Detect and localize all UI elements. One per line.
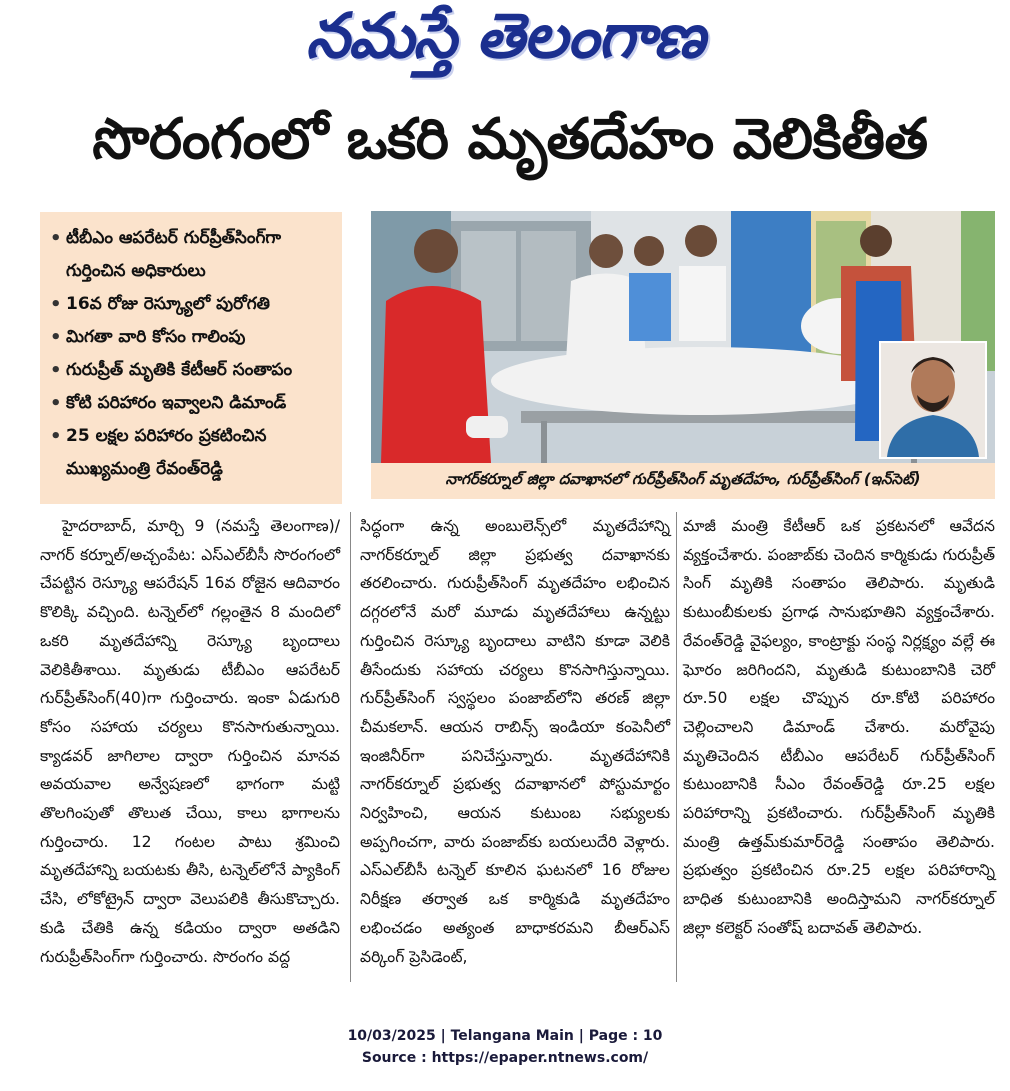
article-column-2 <box>360 512 670 982</box>
headline-text: సొరంగంలో ఒకరి మృతదేహం వెలికితీత <box>92 106 928 172</box>
article-paragraph: హైదరాబాద్, మార్చి 9 (నమస్తే తెలంగాణ)/నాగర్ కర్నూల్/అచ్చంపేట: ఎస్‌ఎల్‌బీసీ సొరంగంలో చేపట్టిన రెస్క్యూ ఆపరేషన్ 16వ రోజైన ఆదివారం కొలిక్కి వచ్చింది. టన్నెల్‌లో గల్లంతైన 8 మందిలో ఒకరి మృతదేహాన్ని రెస్క్యూ బృందాలు వెలికితీశాయి. మృతుడు టీబీఎం ఆపరేటర్ గుర్‌ప్రీత్‌సింగ్(40)గా గుర్తించారు. ఇంకా ఏడుగురి కోసం సహాయ చర్యలు కొనసాగుతున్నాయి. క్యాడవర్ జాగిలాల ద్వారా గుర్తించిన మానవ అవయవాల అన్వేషణలో భాగంగా మట్టి తొలగింపుతో తొలుత చేయి, కాలు భాగాలను గుర్తించారు. 12 గంటల పాటు శ్రమించి మృతదేహాన్ని బయటకు తీసి, టన్నెల్‌లోనే ప్యాకింగ్ చేసి, లోకోట్రైన్ ద్వారా వెలుపలికి తీసుకొచ్చారు. కుడి చేతికి ఉన్న కడియం ద్వారా అతడిని గురుప్రీత్‌సింగ్‌గా గుర్తించారు. సొరంగం వద్ద <box>40 517 340 966</box>
photo-caption: నాగర్‌కర్నూల్ జిల్లా దవాఖానలో గుర్‌ప్రీత్‌సింగ్ మృతదేహం, గుర్‌ప్రీత్‌సింగ్ (ఇన్‌సెట్) <box>371 463 995 499</box>
highlight-item: • 16వ రోజు రెస్క్యూలో పురోగతి <box>50 288 336 321</box>
inset-portrait <box>879 341 987 459</box>
masthead <box>0 0 1010 82</box>
highlight-item: • మిగతా వారి కోసం గాలింపు <box>50 321 336 354</box>
article-paragraph: సిద్ధంగా ఉన్న అంబులెన్స్‌లో మృతదేహాన్ని నాగర్‌కర్నూల్ జిల్లా ప్రభుత్వ దవాఖానకు తరలించారు. గురుప్రీత్‌సింగ్ మృతదేహం లభించిన దగ్గరలోనే మరో మూడు మృతదేహాలు ఉన్నట్టు గుర్తించిన రెస్క్యూ బృందాలు వాటిని కూడా వెలికి తీసేందుకు సహాయ చర్యలు కొనసాగిస్తున్నాయి. గుర్‌ప్రీత్‌సింగ్ స్వస్థలం పంజాబ్‌లోని తరణ్ జిల్లా చీమకలాన్. ఆయన రాబిన్స్ ఇండియా కంపెనీలో ఇంజినీర్‌గా పనిచేస్తున్నారు. మృతదేహానికి నాగర్‌కర్నూల్ ప్రభుత్వ దవాఖానలో పోస్టుమార్టం నిర్వహించి, ఆయన కుటుంబ సభ్యులకు అప్పగించగా, వారు పంజాబ్‌కు బయలుదేరి వెళ్లారు. ఎస్‌ఎల్‌బీసీ టన్నెల్ కూలిన ఘటనలో 16 రోజుల నిరీక్షణ తర్వాత ఒక కార్మికుడి మృతదేహం లభించడం అత్యంత బాధాకరమని బీఆర్‌ఎస్ వర్కింగ్ ప్రెసిడెంట్, <box>360 517 670 966</box>
highlight-item: • టీబీఎం ఆపరేటర్ గుర్‌ప్రీత్‌సింగ్‌గా గుర్తించిన అధికారులు <box>50 222 336 288</box>
headline <box>30 100 990 192</box>
highlight-item: • 25 లక్షల పరిహారం ప్రకటించిన ముఖ్యమంత్రి రేవంత్‌రెడ్డి <box>50 420 336 486</box>
article-column-1 <box>40 512 340 982</box>
article-column-3 <box>683 512 995 982</box>
article-paragraph: మాజీ మంత్రి కేటీఆర్ ఒక ప్రకటనలో ఆవేదన వ్యక్తంచేశారు. పంజాబ్‌కు చెందిన కార్మికుడు గురుప్రీత్ సింగ్ మృతికి సంతాపం తెలిపారు. మృతుడి కుటుంబీకులకు ప్రగాఢ సానుభూతిని వ్యక్తంచేశారు. రేవంత్‌రెడ్డి వైఫల్యం, కాంట్రాక్టు సంస్థ నిర్లక్ష్యం వల్లే ఈ ఘోరం జరిగిందని, మృతుడి కుటుంబానికి చెరో రూ.50 లక్షల చొప్పున రూ.కోటి పరిహారం చెల్లించాలని డిమాండ్ చేశారు. మరోవైపు మృతిచెందిన టీబీఎం ఆపరేటర్ గుర్‌ప్రీత్‌సింగ్ కుటుంబానికి సీఎం రేవంత్‌రెడ్డి రూ.25 లక్షల పరిహారాన్ని ప్రకటించారు. గుర్‌ప్రీత్‌సింగ్ మృతికి మంత్రి ఉత్తమ్‌కుమార్‌రెడ్డి సంతాపం తెలిపారు. ప్రభుత్వం ప్రకటించిన రూ.25 లక్షల పరిహారాన్ని బాధిత కుటుంబానికి అందిస్తామని నాగర్‌కర్నూల్ జిల్లా కలెక్టర్ సంతోష్ బదావత్ తెలిపారు. <box>683 517 995 937</box>
column-divider <box>350 512 351 982</box>
footer-source: Source : https://epaper.ntnews.com/ <box>361 1050 649 1066</box>
newspaper-title: నమస్తే తెలంగాణ <box>305 0 705 72</box>
news-photo <box>371 211 995 463</box>
portrait-image <box>881 343 985 457</box>
highlights-box <box>40 212 342 504</box>
column-divider <box>676 512 677 982</box>
footer-date-page: 10/03/2025 | Telangana Main | Page : 10 <box>347 1028 663 1044</box>
highlight-item: • గురుప్రీత్ మృతికి కేటీఆర్ సంతాపం <box>50 354 336 387</box>
page-footer <box>0 1025 1010 1069</box>
highlights-list <box>50 222 336 486</box>
highlight-item: • కోటి పరిహారం ఇవ్వాలని డిమాండ్ <box>50 387 336 420</box>
